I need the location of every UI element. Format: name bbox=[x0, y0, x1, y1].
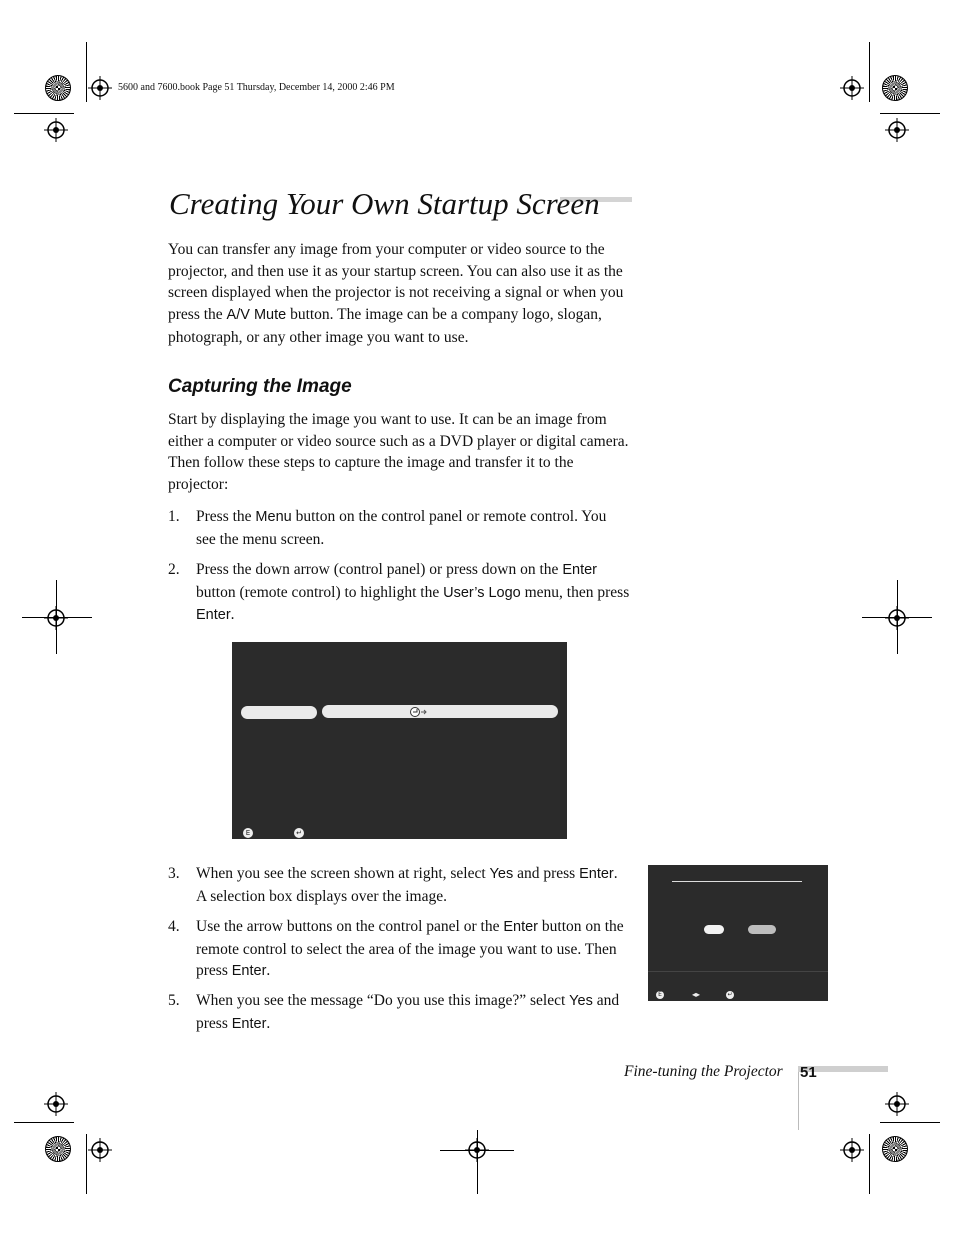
menu-screen-image bbox=[232, 642, 567, 839]
color-rosette-icon bbox=[45, 1136, 71, 1162]
enter-icon: ↵ bbox=[727, 991, 733, 998]
registration-mark-icon bbox=[840, 1138, 864, 1162]
color-rosette-icon bbox=[882, 75, 908, 101]
color-rosette-icon bbox=[882, 1136, 908, 1162]
step-1: 1. Press the Menu button on the control panel or remote control. You see the menu screen. bbox=[168, 508, 607, 548]
left-right-icon: ◂▸ bbox=[692, 990, 701, 999]
section-heading: Capturing the Image bbox=[168, 376, 352, 397]
dialog-divider bbox=[672, 881, 802, 882]
intro-paragraph: You can transfer any image from your computer or video source to the projector, and then use it as your startup screen. You can also use it as the screen displayed when the projector is not receiving a signal or when you press the A/V Mute button. The image can be a company logo, slogan, photograph, or any other image you want to use. bbox=[168, 241, 624, 346]
registration-mark-icon bbox=[840, 76, 864, 100]
registration-mark-icon bbox=[44, 1092, 68, 1116]
users-logo-confirm-screen bbox=[648, 865, 828, 1001]
section-intro: Start by displaying the image you want to use. It can be an image from either a computer or video source such as a DVD player or digital camera. Then follow these steps to capture the image and transfer it to the projector: bbox=[168, 411, 629, 494]
page-number: 51 bbox=[800, 1064, 817, 1081]
registration-mark-icon bbox=[44, 118, 68, 142]
registration-mark-icon bbox=[885, 606, 909, 630]
highlighted-menu-item bbox=[241, 706, 317, 719]
esc-icon: E bbox=[243, 828, 253, 838]
screen-footer-divider bbox=[648, 971, 828, 972]
no-option bbox=[748, 925, 776, 934]
yes-option bbox=[704, 925, 724, 934]
enter-icon: ↵ bbox=[294, 828, 304, 838]
esc-icon: E bbox=[656, 991, 664, 999]
page-title: Creating Your Own Startup Screen bbox=[169, 186, 600, 221]
color-rosette-icon bbox=[45, 75, 71, 101]
enter-arrow-icon bbox=[410, 706, 428, 718]
chapter-footer: Fine-tuning the Projector bbox=[624, 1063, 783, 1080]
registration-mark-icon bbox=[885, 1092, 909, 1116]
step-5: 5. When you see the message “Do you use this image?” select Yes and press Enter. bbox=[168, 992, 620, 1032]
highlighted-submenu-bar bbox=[322, 705, 558, 718]
step-3: 3. When you see the screen shown at right, select Yes and press Enter. A selection box displays over the image. bbox=[168, 865, 618, 905]
registration-mark-icon bbox=[465, 1138, 489, 1162]
book-header: 5600 and 7600.book Page 51 Thursday, December 14, 2000 2:46 PM bbox=[118, 82, 395, 93]
registration-mark-icon bbox=[885, 118, 909, 142]
av-mute-button-name: A/V Mute bbox=[226, 307, 287, 324]
registration-mark-icon bbox=[88, 1138, 112, 1162]
footer-vertical-rule bbox=[798, 1072, 799, 1130]
registration-mark-icon bbox=[88, 76, 112, 100]
registration-mark-icon bbox=[44, 606, 68, 630]
step-4: 4. Use the arrow buttons on the control panel or the Enter button on the remote control to select the area of the image you want to use. Then press Enter. bbox=[168, 918, 624, 980]
step-2: 2. Press the down arrow (control panel) or press down on the Enter button (remote control) to highlight the User’s Logo menu, then press Enter. bbox=[168, 561, 630, 624]
